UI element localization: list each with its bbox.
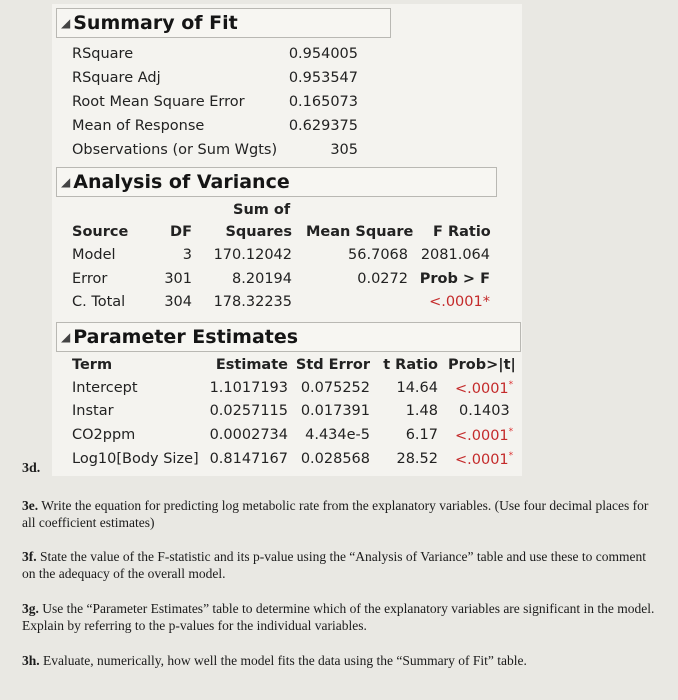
pe-header-prob-t: Prob>|t| — [448, 357, 516, 373]
pe-term-co2ppm: CO2ppm — [72, 427, 136, 443]
pe-p-intercept-value: <.0001 — [455, 380, 509, 397]
question-3g-label: 3g. — [22, 601, 39, 616]
pe-p-co2ppm-value: <.0001 — [455, 427, 509, 444]
disclosure-triangle-icon[interactable]: ◢ — [61, 175, 71, 189]
pe-p-instar: 0.1403 — [459, 403, 510, 419]
pe-se-instar: 0.017391 — [300, 403, 370, 419]
pe-p-log10-body-size — [455, 451, 513, 468]
summary-value-rsquare: 0.954005 — [288, 46, 358, 62]
pe-t-log10-body-size: 28.52 — [396, 451, 438, 467]
anova-f-ratio-value: 2081.064 — [420, 247, 490, 263]
summary-of-fit-header[interactable] — [56, 8, 391, 38]
summary-of-fit-title: Summary of Fit — [73, 12, 238, 34]
anova-prob-f-label: Prob > F — [419, 271, 490, 287]
question-3g — [22, 600, 662, 634]
anova-ss-error: 8.20194 — [232, 271, 292, 287]
pe-p-log10-body-size-value: <.0001 — [455, 451, 509, 468]
anova-df-error: 301 — [164, 271, 192, 287]
anova-df-total: 304 — [164, 294, 192, 310]
pe-header-term: Term — [72, 357, 113, 373]
anova-ms-model: 56.7068 — [348, 247, 408, 263]
summary-value-rmse: 0.165073 — [288, 94, 358, 110]
question-3d-label: 3d. — [22, 461, 41, 476]
anova-source-total: C. Total — [72, 294, 126, 310]
pe-term-log10-body-size: Log10[Body Size] — [72, 451, 199, 467]
pe-p-co2ppm — [455, 427, 513, 444]
pe-p-intercept — [455, 380, 513, 397]
pe-se-log10-body-size: 0.028568 — [300, 451, 370, 467]
anova-ss-total: 178.32235 — [213, 294, 292, 310]
question-3e-label: 3e. — [22, 498, 39, 513]
question-3f-text: State the value of the F-statistic and its p-value using the “Analysis of Variance” table and use these to comment on the adequacy of the overall model. — [22, 549, 646, 581]
pe-estimate-co2ppm: 0.0002734 — [209, 427, 288, 443]
summary-value-observations: 305 — [330, 142, 358, 158]
pe-header-estimate: Estimate — [215, 357, 288, 373]
summary-label-observations: Observations (or Sum Wgts) — [72, 142, 278, 158]
disclosure-triangle-icon[interactable]: ◢ — [61, 330, 71, 344]
anova-header-squares: Squares — [225, 224, 292, 240]
anova-header-mean-square: Mean Square — [306, 224, 414, 240]
disclosure-triangle-icon[interactable]: ◢ — [61, 16, 71, 30]
significance-star: * — [508, 451, 514, 461]
pe-term-instar: Instar — [72, 403, 114, 419]
pe-header-std-error: Std Error — [295, 357, 370, 373]
anova-prob-f-value: <.0001* — [429, 294, 490, 310]
anova-ss-model: 170.12042 — [213, 247, 292, 263]
anova-header-f-ratio: F Ratio — [433, 224, 491, 240]
summary-value-rsquare-adj: 0.953547 — [288, 70, 358, 86]
question-3h-text: Evaluate, numerically, how well the model fits the data using the “Summary of Fit” table. — [43, 653, 527, 668]
anova-title: Analysis of Variance — [73, 171, 290, 193]
anova-ms-error: 0.0272 — [357, 271, 408, 287]
pe-term-intercept: Intercept — [72, 380, 138, 396]
pe-t-intercept: 14.64 — [396, 380, 438, 396]
question-3f — [22, 548, 662, 582]
pe-estimate-instar: 0.0257115 — [209, 403, 288, 419]
pe-t-instar: 1.48 — [405, 403, 438, 419]
significance-star: * — [508, 427, 514, 437]
anova-df-model: 3 — [182, 247, 192, 263]
summary-label-rsquare-adj: RSquare Adj — [72, 70, 161, 86]
question-3e — [22, 497, 662, 531]
summary-label-rsquare: RSquare — [72, 46, 134, 62]
anova-header-sum-of: Sum of — [233, 202, 291, 218]
parameter-estimates-title: Parameter Estimates — [73, 326, 299, 348]
summary-label-rmse: Root Mean Square Error — [72, 94, 245, 110]
anova-header-df: DF — [170, 224, 192, 240]
pe-se-co2ppm: 4.434e-5 — [305, 427, 370, 443]
question-3h-label: 3h. — [22, 653, 40, 668]
question-3h — [22, 652, 662, 669]
significance-star: * — [508, 380, 514, 390]
anova-header-source: Source — [72, 224, 129, 240]
analysis-of-variance-header[interactable] — [56, 167, 497, 197]
pe-header-t-ratio: t Ratio — [383, 357, 438, 373]
question-3f-label: 3f. — [22, 549, 37, 564]
parameter-estimates-header[interactable] — [56, 322, 521, 352]
summary-value-mean-response: 0.629375 — [288, 118, 358, 134]
pe-estimate-log10-body-size: 0.8147167 — [209, 451, 288, 467]
summary-label-mean-response: Mean of Response — [72, 118, 205, 134]
anova-source-error: Error — [72, 271, 108, 287]
pe-t-co2ppm: 6.17 — [405, 427, 438, 443]
pe-se-intercept: 0.075252 — [300, 380, 370, 396]
pe-estimate-intercept: 1.1017193 — [209, 380, 288, 396]
anova-source-model: Model — [72, 247, 116, 263]
question-3g-text: Use the “Parameter Estimates” table to determine which of the explanatory variables are significant in the model. Explain by referring to the p-values for the individual variables. — [22, 601, 655, 633]
question-3e-text: Write the equation for predicting log metabolic rate from the explanatory variables. (Use four decimal places for all coefficient estimates) — [22, 498, 649, 530]
